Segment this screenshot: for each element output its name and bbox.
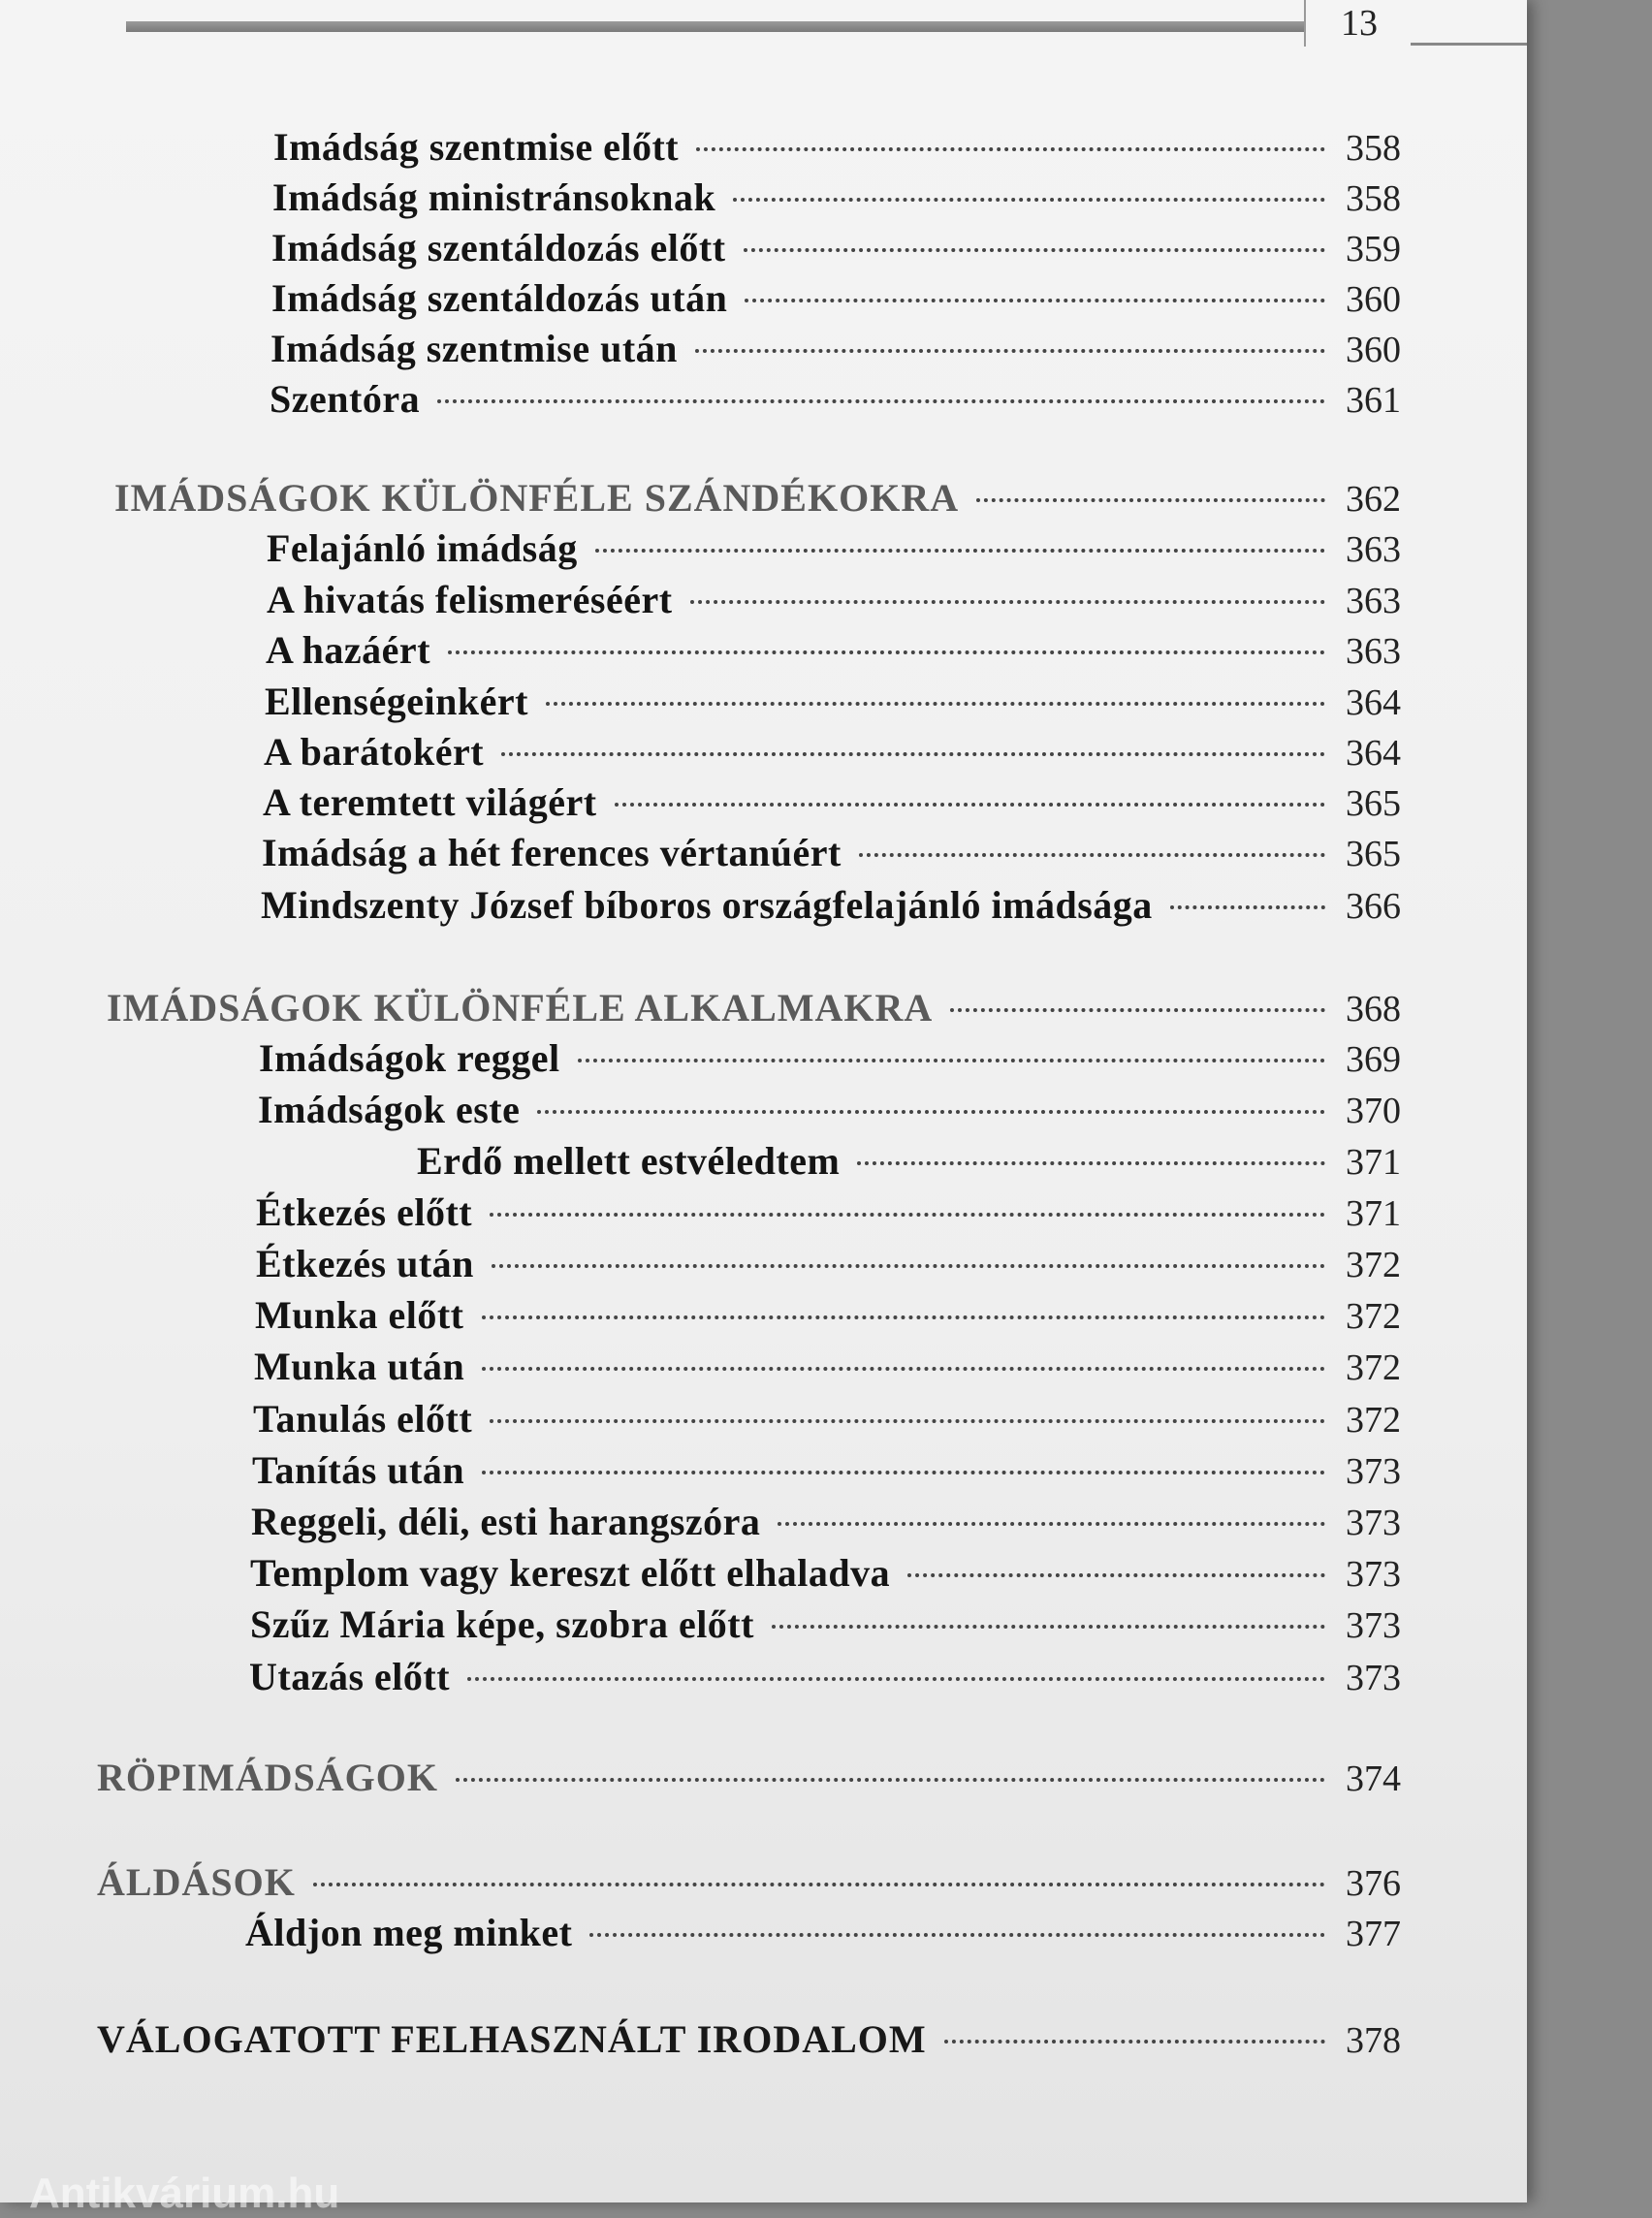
toc-entry xyxy=(267,525,1401,576)
dot-leader xyxy=(696,147,1325,151)
toc-entry xyxy=(97,2016,1401,2067)
toc-entry-page: 365 xyxy=(1346,834,1401,874)
dot-leader xyxy=(907,1573,1325,1577)
toc-entry xyxy=(254,1344,1401,1394)
toc-entry-title: Templom vagy kereszt előtt elhaladva xyxy=(250,1551,891,1595)
toc-entry-page: 372 xyxy=(1346,1400,1401,1441)
toc-entry-title: Áldjon meg minket xyxy=(245,1911,573,1954)
toc-entry-page: 358 xyxy=(1346,128,1401,169)
toc-entry-page: 376 xyxy=(1346,1863,1401,1904)
dot-leader xyxy=(690,600,1325,604)
dot-leader xyxy=(482,1367,1325,1371)
dot-leader xyxy=(589,1933,1325,1937)
toc-entry xyxy=(256,1189,1401,1240)
toc-entry-page: 365 xyxy=(1346,783,1401,824)
dot-leader xyxy=(778,1522,1325,1526)
toc-entry xyxy=(251,1499,1401,1549)
toc-entry-title: Imádság szentmise előtt xyxy=(273,125,680,169)
toc-entry-title: Imádságok este xyxy=(258,1088,521,1131)
dot-leader xyxy=(745,299,1325,302)
toc-entry xyxy=(252,1447,1401,1498)
toc-entry xyxy=(272,174,1401,225)
toc-entry xyxy=(270,326,1401,376)
toc-entry-title: Ellenségeinkért xyxy=(265,680,528,723)
dot-leader xyxy=(950,1008,1325,1012)
toc-entry-title: Munka előtt xyxy=(255,1293,464,1337)
toc-entry xyxy=(417,1138,1401,1188)
toc-entry-title: Imádság szentmise után xyxy=(270,327,678,370)
toc-entry-title: VÁLOGATOTT FELHASZNÁLT IRODALOM xyxy=(97,2017,927,2061)
toc-entry-title: Imádság ministránsoknak xyxy=(272,175,716,219)
toc-entry-title: Étkezés előtt xyxy=(256,1190,473,1234)
toc-entry-page: 363 xyxy=(1346,529,1401,570)
toc-entry xyxy=(114,475,1401,525)
dot-leader xyxy=(546,702,1325,706)
dot-leader xyxy=(313,1883,1325,1886)
toc-entry-title: A hazáért xyxy=(266,628,431,672)
toc-entry xyxy=(245,1910,1401,1960)
dot-leader xyxy=(501,752,1325,756)
toc-entry-title: Tanulás előtt xyxy=(253,1397,473,1441)
toc-entry-page: 371 xyxy=(1346,1142,1401,1183)
toc-entry xyxy=(271,225,1401,275)
toc-entry-title: Felajánló imádság xyxy=(267,526,578,570)
dot-leader xyxy=(1170,905,1325,909)
toc-entry-page: 373 xyxy=(1346,1554,1401,1595)
toc-entry xyxy=(97,1755,1401,1805)
toc-entry xyxy=(262,830,1401,880)
toc-entry-page: 360 xyxy=(1346,330,1401,370)
toc-entry xyxy=(253,1396,1401,1446)
toc-entry-page: 362 xyxy=(1346,479,1401,520)
toc-entry-title: A hivatás felismeréséért xyxy=(267,578,673,621)
toc-entry-page: 373 xyxy=(1346,1503,1401,1543)
toc-entry-title: RÖPIMÁDSÁGOK xyxy=(97,1756,438,1799)
toc-entry-page: 374 xyxy=(1346,1759,1401,1799)
toc-entry-page: 361 xyxy=(1346,380,1401,421)
toc-entry-page: 358 xyxy=(1346,178,1401,219)
toc-entry xyxy=(261,882,1401,933)
toc-entry xyxy=(255,1292,1401,1343)
toc-entry-page: 368 xyxy=(1346,989,1401,1030)
toc-entry-page: 363 xyxy=(1346,631,1401,672)
toc-entry xyxy=(250,1550,1401,1600)
dot-leader xyxy=(733,198,1325,202)
toc-entry-page: 370 xyxy=(1346,1091,1401,1131)
toc-entry-title: Szűz Mária képe, szobra előtt xyxy=(250,1602,754,1646)
dot-leader xyxy=(578,1059,1325,1062)
toc-entry xyxy=(271,275,1401,326)
toc-entry xyxy=(266,627,1401,678)
toc-entry-page: 373 xyxy=(1346,1605,1401,1646)
toc-entry xyxy=(97,1859,1401,1910)
header-rule xyxy=(126,21,1304,32)
toc-entry-title: Erdő mellett estvéledtem xyxy=(417,1139,841,1183)
toc-entry xyxy=(250,1601,1401,1652)
toc-entry-page: 373 xyxy=(1346,1658,1401,1698)
toc-entry xyxy=(270,376,1401,427)
toc-entry-page: 366 xyxy=(1346,886,1401,927)
dot-leader xyxy=(944,2040,1325,2044)
dot-leader xyxy=(467,1677,1325,1681)
toc-entry-title: Szentóra xyxy=(270,377,421,421)
toc-entry xyxy=(258,1087,1401,1137)
dot-leader xyxy=(482,1315,1326,1319)
toc-entry xyxy=(267,577,1401,627)
toc-entry-title: Tanítás után xyxy=(252,1448,465,1492)
toc-entry xyxy=(264,729,1401,779)
toc-entry-title: Imádságok reggel xyxy=(259,1036,560,1080)
dot-leader xyxy=(456,1778,1325,1782)
toc-entry-title: A teremtett világért xyxy=(263,780,597,824)
toc-entry-page: 364 xyxy=(1346,682,1401,723)
toc-entry-page: 378 xyxy=(1346,2020,1401,2061)
toc-entry-title: Utazás előtt xyxy=(249,1655,451,1698)
watermark: Antikvárium.hu xyxy=(29,2170,340,2217)
toc-entry-page: 377 xyxy=(1346,1914,1401,1954)
toc-entry xyxy=(263,779,1401,830)
toc-entry xyxy=(273,124,1401,174)
toc-entry-title: ÁLDÁSOK xyxy=(97,1860,296,1904)
toc-entry-page: 364 xyxy=(1346,733,1401,774)
toc-entry-page: 359 xyxy=(1346,229,1401,269)
dot-leader xyxy=(492,1264,1325,1268)
toc-entry-page: 373 xyxy=(1346,1451,1401,1492)
toc-entry-page: 360 xyxy=(1346,279,1401,320)
toc-entry-title: Imádság szentáldozás előtt xyxy=(271,226,726,269)
dot-leader xyxy=(615,803,1325,807)
toc-entry-title: Imádság a hét ferences vértanúért xyxy=(262,831,842,874)
toc-entry-title: IMÁDSÁGOK KÜLÖNFÉLE SZÁNDÉKOKRA xyxy=(114,476,960,520)
toc-entry-page: 369 xyxy=(1346,1039,1401,1080)
dot-leader xyxy=(490,1419,1325,1423)
dot-leader xyxy=(857,1161,1325,1165)
toc-entry-title: A barátokért xyxy=(264,730,485,774)
toc-entry-title: Étkezés után xyxy=(256,1242,474,1285)
toc-entry-title: IMÁDSÁGOK KÜLÖNFÉLE ALKALMAKRA xyxy=(107,986,934,1030)
toc-entry xyxy=(265,679,1401,729)
header-rule-right xyxy=(1411,43,1527,46)
toc-entry xyxy=(107,985,1401,1035)
dot-leader xyxy=(695,349,1325,353)
toc-entry xyxy=(256,1241,1401,1291)
toc-entry-page: 363 xyxy=(1346,581,1401,621)
toc-entry-title: Mindszenty József bíboros országfelajánló imádsága xyxy=(261,883,1153,927)
dot-leader xyxy=(482,1471,1325,1474)
toc-entry-page: 372 xyxy=(1346,1296,1401,1337)
toc-entry xyxy=(259,1035,1401,1086)
page-number: 13 xyxy=(1304,0,1413,47)
dot-leader xyxy=(448,650,1325,654)
toc-entry xyxy=(249,1654,1401,1704)
toc-entry-page: 372 xyxy=(1346,1347,1401,1388)
toc-entry-page: 372 xyxy=(1346,1245,1401,1285)
dot-leader xyxy=(490,1213,1325,1217)
dot-leader xyxy=(595,549,1325,553)
dot-leader xyxy=(744,248,1325,252)
toc-entry-title: Imádság szentáldozás után xyxy=(271,276,728,320)
toc-entry-page: 371 xyxy=(1346,1193,1401,1234)
toc-entry-title: Reggeli, déli, esti harangszóra xyxy=(251,1500,761,1543)
dot-leader xyxy=(437,399,1325,403)
dot-leader xyxy=(772,1625,1325,1629)
dot-leader xyxy=(976,498,1325,502)
toc-entry-title: Munka után xyxy=(254,1345,465,1388)
dot-leader xyxy=(537,1110,1325,1114)
dot-leader xyxy=(859,853,1325,857)
